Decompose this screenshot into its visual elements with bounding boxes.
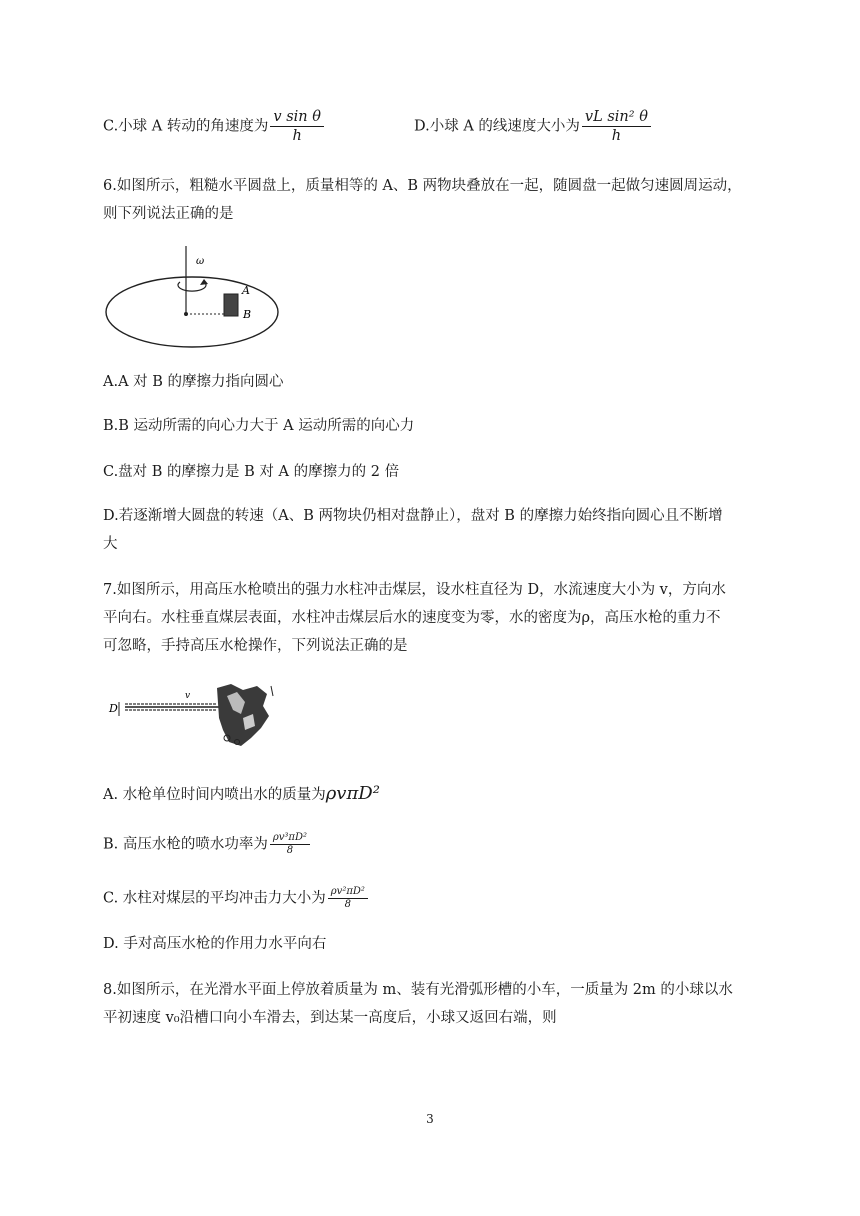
q6-stem-line-2: 则下列说法正确的是 [103,206,234,222]
q6-figure-rotating-disk [100,244,290,354]
q5-option-d-numerator: vL sin² θ [582,108,651,127]
q5-option-d-denominator: h [611,128,622,144]
q7-figure-v-label: v [185,691,191,701]
q7-stem-line-3: 可忽略，手持高压水枪操作，下列说法正确的是 [103,638,408,654]
q7-option-b-denominator: 8 [286,845,294,856]
q6-option-b: B.B 运动所需的向心力大于 A 运动所需的向心力 [103,418,415,434]
q6-option-c: C.盘对 B 的摩擦力是 B 对 A 的摩擦力的 2 倍 [103,464,400,480]
q5-option-c-fraction [270,108,324,145]
q7-stem-line-2: 平向右。水柱垂直煤层表面，水柱冲击煤层后水的速度变为零，水的密度为ρ，高压水枪的重力不 [103,610,721,626]
q5-option-d-fraction [582,108,651,145]
q6-option-d-line-2: 大 [103,536,118,552]
q7-option-c [103,886,368,911]
q7-option-c-denominator: 8 [344,899,352,910]
q7-option-b [103,832,310,857]
q7-option-c-fraction [328,886,368,911]
q7-option-b-text: B. 高压水枪的喷水功率为 [103,836,268,853]
q7-option-b-numerator: ρv³πD² [270,832,310,845]
q7-option-b-fraction [270,832,310,857]
q7-figure-water-jet [105,680,285,760]
q7-figure-d-label: D [109,702,118,715]
q6-option-a: A.A 对 B 的摩擦力指向圆心 [103,374,284,390]
q6-stem-line-1: 6.如图所示，粗糙水平圆盘上，质量相等的 A、B 两物块叠放在一起，随圆盘一起做匀速圆周运动， [103,178,742,194]
q7-option-a-text: A. 水枪单位时间内喷出水的质量为 [103,787,326,803]
q7-option-a [103,784,380,805]
q7-stem-line-1: 7.如图所示，用高压水枪喷出的强力水柱冲击煤层，设水柱直径为 D，水流速度大小为 v，方向水 [103,582,726,598]
q5-option-d-text: D.小球 A 的线速度大小为 [414,118,580,135]
q6-figure-b-label: B [243,308,252,321]
q8-stem-line-1: 8.如图所示，在光滑水平面上停放着质量为 m、装有光滑弧形槽的小车，一质量为 2m 的小球以水 [103,982,733,998]
q5-option-c [103,108,324,145]
q6-figure-omega-label: ω [196,256,205,267]
q5-option-c-denominator: h [292,128,302,144]
q8-stem-line-2: 平初速度 v₀沿槽口向小车滑去，到达某一高度后，小球又返回右端，则 [103,1010,557,1026]
q6-option-d-line-1: D.若逐渐增大圆盘的转速（A、B 两物块仍相对盘静止），盘对 B 的摩擦力始终指向圆心且不断增 [103,508,723,524]
page-number: 3 [426,1112,434,1126]
q7-option-a-formula: ρvπD² [325,783,380,804]
q5-option-d [414,108,651,145]
q7-option-c-text: C. 水柱对煤层的平均冲击力大小为 [103,890,326,907]
q5-option-c-numerator: v sin θ [270,108,324,127]
q7-option-d: D. 手对高压水枪的作用力水平向右 [103,936,327,952]
q6-figure-a-label: A [242,284,250,297]
q5-option-c-text: C.小球 A 转动的角速度为 [103,118,269,135]
q7-option-c-numerator: ρv²πD² [328,886,368,899]
